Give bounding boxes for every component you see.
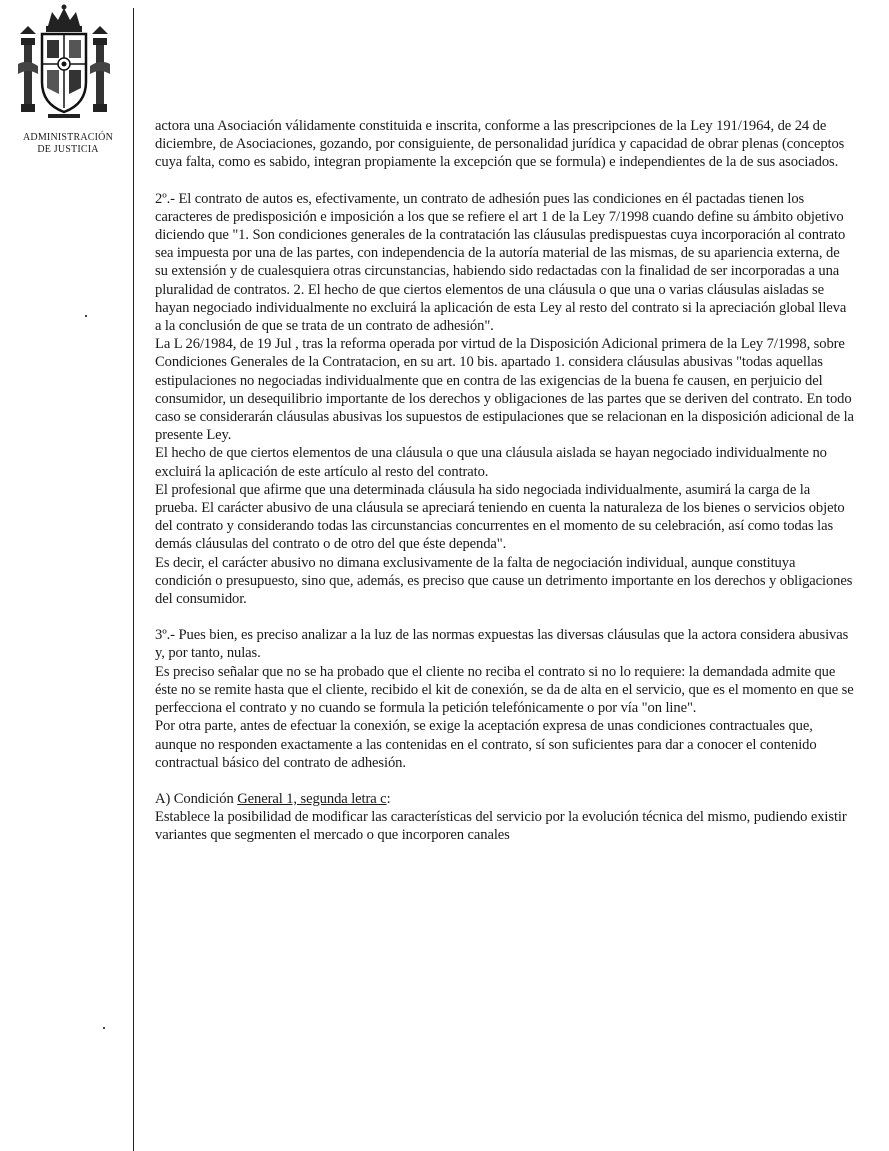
heading-prefix: A) Condición <box>155 790 238 807</box>
paragraph: Por otra parte, antes de efectuar la conexión, se exige la aceptación expresa de unas condiciones contractuales que, aunque no responden exactamente a las contenidas en el contrato, sí son suficientes para dar a conocer el contenido contractual básico del contrato de adhesión. <box>155 718 817 771</box>
paragraph: Establece la posibilidad de modificar las características del servicio por la evolución técnica del mismo, pudiendo existir variantes que segmenten el mercado o que incorporen canales <box>155 809 847 844</box>
heading-suffix: : <box>386 790 391 807</box>
document-body <box>155 117 855 845</box>
heading-underlined: General 1, segunda letra c <box>237 790 387 807</box>
seal-caption-line1: ADMINISTRACIÓN <box>22 132 114 143</box>
paragraph: El profesional que afirme que una determinada cláusula ha sido negociada individualmente, asumirá la carga de la prueba. El carácter abusivo de una cláusula se apreciará teniendo en cuenta la naturaleza de los bienes o servicios objeto del contrato y considerando todas las circunstancias concurrentes en el momento de su celebración, así como todas las demás cláusulas del contrato o de otro del que éste dependa". <box>155 481 845 553</box>
paragraph: El hecho de que ciertos elementos de una cláusula o que una cláusula aislada se hayan negociado individualmente no excluirá la aplicación de este artículo al resto del contrato. <box>155 445 827 480</box>
coat-of-arms-seal <box>18 4 110 126</box>
paragraph: actora una Asociación válidamente constituida e inscrita, conforme a las prescripciones de la Ley 191/1964, de 24 de diciembre, de Asociaciones, gozando, por consiguiente, de personalidad jurídica y capacidad de obrar plenas (conceptos cuya falta, como es sabido, integran propiamente la excepción que se formula) e independientes de la de sus asociados. <box>155 118 845 171</box>
paragraph: Es preciso señalar que no se ha probado que el cliente no reciba el contrato si no lo requiere: la demandada admite que éste no se remite hasta que el cliente, recibido el kit de conexión, se da de alta en el servicio, que es el momento en que se perfecciona el contrato y no cuando se formula la petición telefónicamente o por vía "on line". <box>155 663 854 717</box>
margin-speck <box>103 1027 105 1029</box>
section-heading <box>155 790 855 808</box>
seal-caption <box>12 132 124 156</box>
seal-caption-line2: DE JUSTICIA <box>37 144 99 155</box>
margin-speck <box>85 315 87 317</box>
paragraph: La L 26/1984, de 19 Jul , tras la reforma operada por virtud de la Disposición Adicional primera de la Ley 7/1998, sobre Condiciones Generales de la Contratacion, en su art. 10 bis. apartado 1. considera cláusulas abusivas "todas aquellas estipulaciones no negociadas individualmente que en contra de las exigencias de la buena fe causen, en perjuicio del consumidor, un desequilibrio importante de los derechos y obligaciones de las partes que se deriven del contrato. En todo caso se considerarán cláusulas abusivas los supuestos de estipulaciones que se relacionan en la disposición adicional de la presente Ley. <box>155 336 854 444</box>
paragraph: 2º.- El contrato de autos es, efectivamente, un contrato de adhesión pues las condiciones en él pactadas tienen los caracteres de predisposición e imposición a los que se refiere el art 1 de la Ley 7/1998 cuando define su ámbito objetivo diciendo que "1. Son condiciones generales de la contratación las cláusulas predispuestas cuya incorporación al contrato sea impuesta por una de las partes, con independencia de la autoría material de las mismas, de su apariencia externa, de su extensión y de cualesquiera otras circunstancias, habiendo sido redactadas con la finalidad de ser incorporadas a una pluralidad de contratos. 2. El hecho de que ciertos elementos de una cláusula o que una o varias cláusulas aisladas se hayan negociado individualmente no excluirá la aplicación de esta Ley al resto del contrato si la apreciación global lleva a la conclusión de que se trata de un contrato de adhesión". <box>155 190 847 335</box>
paragraph: Es decir, el carácter abusivo no dimana exclusivamente de la falta de negociación individual, aunque constituya condición o presupuesto, sino que, además, es preciso que cause un detrimento importante en los derechos y obligaciones del consumidor. <box>155 554 853 608</box>
margin-rule <box>133 8 134 1151</box>
coat-of-arms-icon <box>18 4 110 126</box>
paragraph: 3º.- Pues bien, es preciso analizar a la luz de las normas expuestas las diversas cláusulas que la actora considera abusivas y, por tanto, nulas. <box>155 627 849 662</box>
